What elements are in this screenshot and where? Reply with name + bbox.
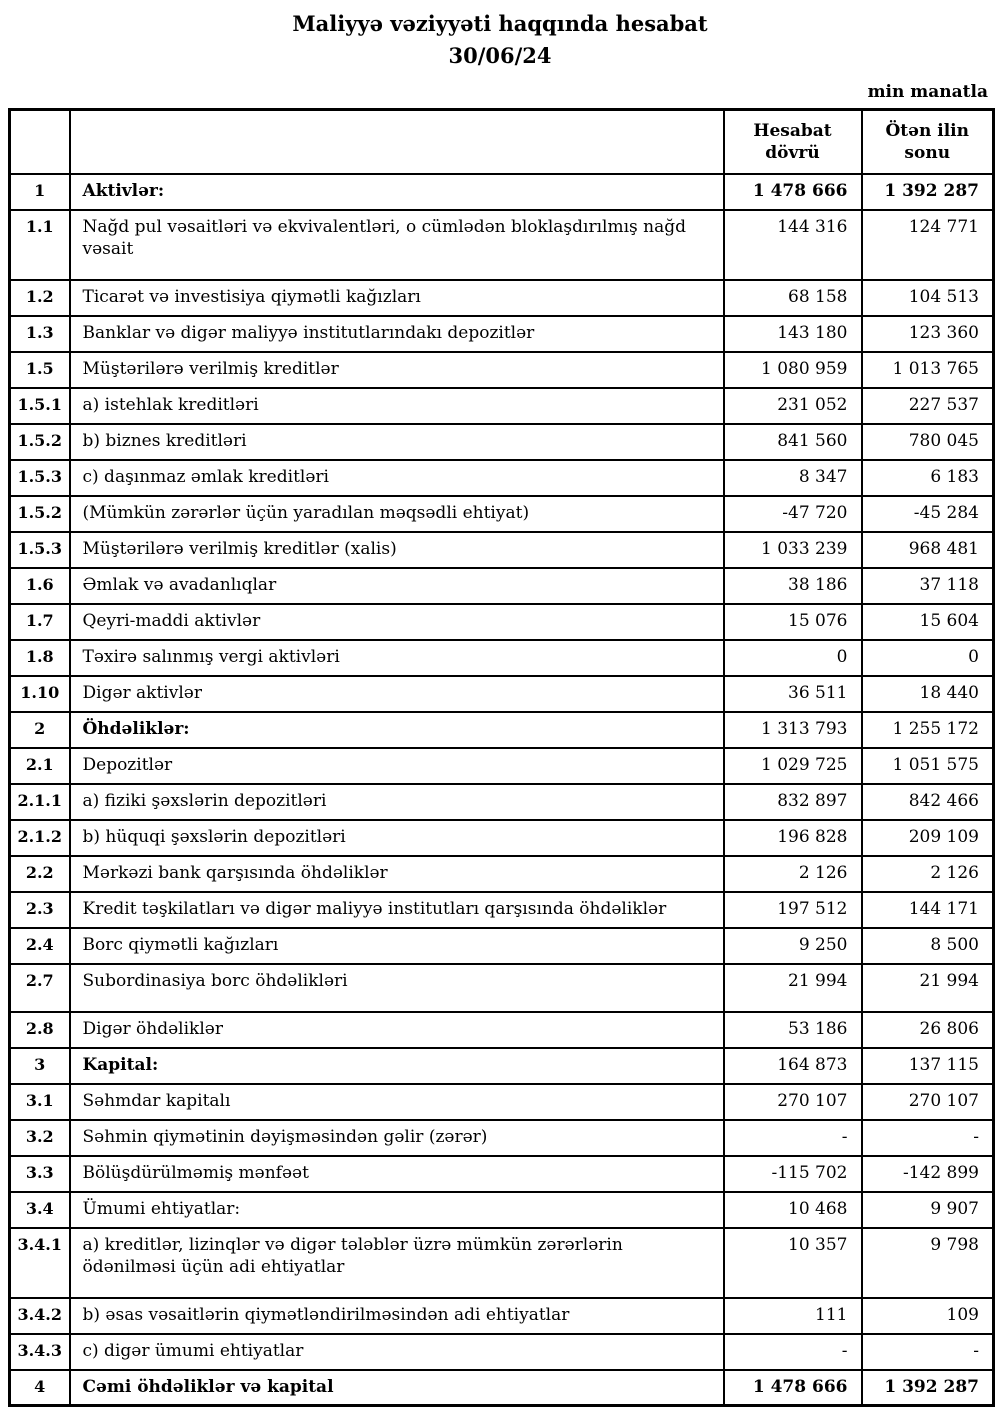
value-prior-year-end: -45 284 bbox=[862, 496, 994, 532]
title-block bbox=[0, 0, 1000, 72]
row-description: Subordinasiya borc öhdəlikləri bbox=[70, 964, 724, 1012]
value-prior-year-end: 8 500 bbox=[862, 928, 994, 964]
page-title: Maliyyə vəziyyəti haqqında hesabat bbox=[292, 11, 708, 36]
value-prior-year-end: 1 392 287 bbox=[862, 174, 994, 210]
row-description: Bölüşdürülməmiş mənfəət bbox=[70, 1156, 724, 1192]
header-row-no bbox=[10, 110, 70, 174]
value-current-period: 1 029 725 bbox=[724, 748, 862, 784]
value-prior-year-end: - bbox=[862, 1334, 994, 1370]
row-number: 3.4.2 bbox=[10, 1298, 70, 1334]
row-number: 1.5.2 bbox=[10, 496, 70, 532]
value-prior-year-end: 780 045 bbox=[862, 424, 994, 460]
table-row bbox=[10, 496, 994, 532]
row-description: Ticarət və investisiya qiymətli kağızları bbox=[70, 280, 724, 316]
row-number: 2.2 bbox=[10, 856, 70, 892]
row-number: 1.6 bbox=[10, 568, 70, 604]
value-prior-year-end: 123 360 bbox=[862, 316, 994, 352]
value-current-period: 144 316 bbox=[724, 210, 862, 280]
row-description: a) fiziki şəxslərin depozitləri bbox=[70, 784, 724, 820]
row-number: 4 bbox=[10, 1370, 70, 1406]
table-header bbox=[10, 110, 994, 174]
value-current-period: 111 bbox=[724, 1298, 862, 1334]
table-row bbox=[10, 424, 994, 460]
table-row bbox=[10, 604, 994, 640]
row-number: 1.8 bbox=[10, 640, 70, 676]
row-number: 1.7 bbox=[10, 604, 70, 640]
row-number: 3 bbox=[10, 1048, 70, 1084]
table-row bbox=[10, 1012, 994, 1048]
table-row bbox=[10, 964, 994, 1012]
row-description: c) daşınmaz əmlak kreditləri bbox=[70, 460, 724, 496]
row-description: Banklar və digər maliyyə institutlarındakı depozitlər bbox=[70, 316, 724, 352]
row-description: a) istehlak kreditləri bbox=[70, 388, 724, 424]
value-current-period: 53 186 bbox=[724, 1012, 862, 1048]
table-row bbox=[10, 1228, 994, 1298]
value-prior-year-end: 9 907 bbox=[862, 1192, 994, 1228]
row-description: Depozitlər bbox=[70, 748, 724, 784]
row-number: 2.4 bbox=[10, 928, 70, 964]
row-description: c) digər ümumi ehtiyatlar bbox=[70, 1334, 724, 1370]
row-description: Ümumi ehtiyatlar: bbox=[70, 1192, 724, 1228]
row-description: Müştərilərə verilmiş kreditlər (xalis) bbox=[70, 532, 724, 568]
table-row bbox=[10, 1084, 994, 1120]
row-number: 2.8 bbox=[10, 1012, 70, 1048]
value-prior-year-end: 227 537 bbox=[862, 388, 994, 424]
row-number: 3.3 bbox=[10, 1156, 70, 1192]
value-current-period: 231 052 bbox=[724, 388, 862, 424]
row-description: b) hüquqi şəxslərin depozitləri bbox=[70, 820, 724, 856]
row-description: Kredit təşkilatları və digər maliyyə institutları qarşısında öhdəliklər bbox=[70, 892, 724, 928]
table-row bbox=[10, 1370, 994, 1406]
row-number: 3.1 bbox=[10, 1084, 70, 1120]
row-number: 3.4.3 bbox=[10, 1334, 70, 1370]
value-prior-year-end: 842 466 bbox=[862, 784, 994, 820]
value-prior-year-end: 26 806 bbox=[862, 1012, 994, 1048]
table-row bbox=[10, 174, 994, 210]
value-current-period: 196 828 bbox=[724, 820, 862, 856]
table-row bbox=[10, 1334, 994, 1370]
value-current-period: 1 080 959 bbox=[724, 352, 862, 388]
row-number: 3.2 bbox=[10, 1120, 70, 1156]
table-row bbox=[10, 640, 994, 676]
row-number: 2.1.1 bbox=[10, 784, 70, 820]
row-description: a) kreditlər, lizinqlər və digər tələblər üzrə mümkün zərərlərin ödənilməsi üçün adi ehtiyatlar bbox=[70, 1228, 724, 1298]
row-description: Kapital: bbox=[70, 1048, 724, 1084]
table-row bbox=[10, 280, 994, 316]
table-row bbox=[10, 460, 994, 496]
value-current-period: 832 897 bbox=[724, 784, 862, 820]
row-description: Cəmi öhdəliklər və kapital bbox=[70, 1370, 724, 1406]
table-body bbox=[10, 174, 994, 1406]
value-current-period: 9 250 bbox=[724, 928, 862, 964]
row-description: Digər aktivlər bbox=[70, 676, 724, 712]
table-row bbox=[10, 210, 994, 280]
value-prior-year-end: 109 bbox=[862, 1298, 994, 1334]
value-current-period: 36 511 bbox=[724, 676, 862, 712]
table-row bbox=[10, 1156, 994, 1192]
row-number: 1.5.1 bbox=[10, 388, 70, 424]
value-prior-year-end: 18 440 bbox=[862, 676, 994, 712]
table-row bbox=[10, 1120, 994, 1156]
row-description: Müştərilərə verilmiş kreditlər bbox=[70, 352, 724, 388]
table-row bbox=[10, 1048, 994, 1084]
table-row bbox=[10, 388, 994, 424]
row-description: Aktivlər: bbox=[70, 174, 724, 210]
row-number: 1.5.3 bbox=[10, 460, 70, 496]
value-prior-year-end: - bbox=[862, 1120, 994, 1156]
value-prior-year-end: 37 118 bbox=[862, 568, 994, 604]
value-current-period: 21 994 bbox=[724, 964, 862, 1012]
row-description: Qeyri-maddi aktivlər bbox=[70, 604, 724, 640]
table-row bbox=[10, 712, 994, 748]
value-current-period: 164 873 bbox=[724, 1048, 862, 1084]
value-current-period: 1 478 666 bbox=[724, 1370, 862, 1406]
value-current-period: 8 347 bbox=[724, 460, 862, 496]
row-description: Digər öhdəliklər bbox=[70, 1012, 724, 1048]
row-number: 2.1 bbox=[10, 748, 70, 784]
table-row bbox=[10, 748, 994, 784]
row-number: 1 bbox=[10, 174, 70, 210]
row-description: Mərkəzi bank qarşısında öhdəliklər bbox=[70, 856, 724, 892]
value-prior-year-end: 1 255 172 bbox=[862, 712, 994, 748]
value-prior-year-end: 209 109 bbox=[862, 820, 994, 856]
value-prior-year-end: 1 392 287 bbox=[862, 1370, 994, 1406]
header-prior-year-end: Ötən ilin sonu bbox=[862, 110, 994, 174]
value-prior-year-end: 1 051 575 bbox=[862, 748, 994, 784]
value-current-period: 15 076 bbox=[724, 604, 862, 640]
report-date: 30/06/24 bbox=[448, 43, 552, 68]
row-number: 1.10 bbox=[10, 676, 70, 712]
table-row bbox=[10, 856, 994, 892]
value-prior-year-end: 137 115 bbox=[862, 1048, 994, 1084]
value-prior-year-end: 968 481 bbox=[862, 532, 994, 568]
row-description: Borc qiymətli kağızları bbox=[70, 928, 724, 964]
value-current-period: 1 033 239 bbox=[724, 532, 862, 568]
row-description: b) biznes kreditləri bbox=[70, 424, 724, 460]
value-prior-year-end: 21 994 bbox=[862, 964, 994, 1012]
row-number: 2.3 bbox=[10, 892, 70, 928]
table-header-row bbox=[10, 110, 994, 174]
row-description: Əmlak və avadanlıqlar bbox=[70, 568, 724, 604]
header-current-period: Hesabat dövrü bbox=[724, 110, 862, 174]
header-description bbox=[70, 110, 724, 174]
value-prior-year-end: 0 bbox=[862, 640, 994, 676]
financial-statement-table bbox=[8, 108, 995, 1407]
value-prior-year-end: 2 126 bbox=[862, 856, 994, 892]
value-current-period: - bbox=[724, 1334, 862, 1370]
row-number: 3.4.1 bbox=[10, 1228, 70, 1298]
value-current-period: 143 180 bbox=[724, 316, 862, 352]
table-row bbox=[10, 676, 994, 712]
row-number: 1.2 bbox=[10, 280, 70, 316]
row-description: Nağd pul vəsaitləri və ekvivalentləri, o cümlədən bloklaşdırılmış nağd vəsait bbox=[70, 210, 724, 280]
value-current-period: 841 560 bbox=[724, 424, 862, 460]
row-description: Öhdəliklər: bbox=[70, 712, 724, 748]
row-description: Təxirə salınmış vergi aktivləri bbox=[70, 640, 724, 676]
row-number: 1.3 bbox=[10, 316, 70, 352]
row-number: 1.5.3 bbox=[10, 532, 70, 568]
row-description: Səhmin qiymətinin dəyişməsindən gəlir (zərər) bbox=[70, 1120, 724, 1156]
value-prior-year-end: 144 171 bbox=[862, 892, 994, 928]
row-description: b) əsas vəsaitlərin qiymətləndirilməsindən adi ehtiyatlar bbox=[70, 1298, 724, 1334]
value-prior-year-end: 104 513 bbox=[862, 280, 994, 316]
value-current-period: 0 bbox=[724, 640, 862, 676]
value-current-period: -115 702 bbox=[724, 1156, 862, 1192]
value-current-period: 2 126 bbox=[724, 856, 862, 892]
table-row bbox=[10, 316, 994, 352]
table-row bbox=[10, 784, 994, 820]
value-current-period: -47 720 bbox=[724, 496, 862, 532]
value-prior-year-end: 9 798 bbox=[862, 1228, 994, 1298]
table-row bbox=[10, 532, 994, 568]
table-row bbox=[10, 820, 994, 856]
value-current-period: - bbox=[724, 1120, 862, 1156]
value-prior-year-end: -142 899 bbox=[862, 1156, 994, 1192]
value-prior-year-end: 124 771 bbox=[862, 210, 994, 280]
row-description: Səhmdar kapitalı bbox=[70, 1084, 724, 1120]
row-number: 1.1 bbox=[10, 210, 70, 280]
table-row bbox=[10, 1192, 994, 1228]
value-prior-year-end: 15 604 bbox=[862, 604, 994, 640]
row-number: 2.7 bbox=[10, 964, 70, 1012]
row-number: 3.4 bbox=[10, 1192, 70, 1228]
row-number: 1.5.2 bbox=[10, 424, 70, 460]
value-current-period: 270 107 bbox=[724, 1084, 862, 1120]
row-number: 1.5 bbox=[10, 352, 70, 388]
value-current-period: 68 158 bbox=[724, 280, 862, 316]
value-current-period: 197 512 bbox=[724, 892, 862, 928]
row-description: (Mümkün zərərlər üçün yaradılan məqsədli ehtiyat) bbox=[70, 496, 724, 532]
table-row bbox=[10, 568, 994, 604]
row-number: 2.1.2 bbox=[10, 820, 70, 856]
value-current-period: 1 478 666 bbox=[724, 174, 862, 210]
value-prior-year-end: 6 183 bbox=[862, 460, 994, 496]
value-prior-year-end: 1 013 765 bbox=[862, 352, 994, 388]
unit-note: min manatla bbox=[867, 82, 988, 102]
value-prior-year-end: 270 107 bbox=[862, 1084, 994, 1120]
value-current-period: 10 357 bbox=[724, 1228, 862, 1298]
value-current-period: 10 468 bbox=[724, 1192, 862, 1228]
table-row bbox=[10, 352, 994, 388]
row-number: 2 bbox=[10, 712, 70, 748]
table-row bbox=[10, 1298, 994, 1334]
value-current-period: 1 313 793 bbox=[724, 712, 862, 748]
table-row bbox=[10, 892, 994, 928]
value-current-period: 38 186 bbox=[724, 568, 862, 604]
table-row bbox=[10, 928, 994, 964]
